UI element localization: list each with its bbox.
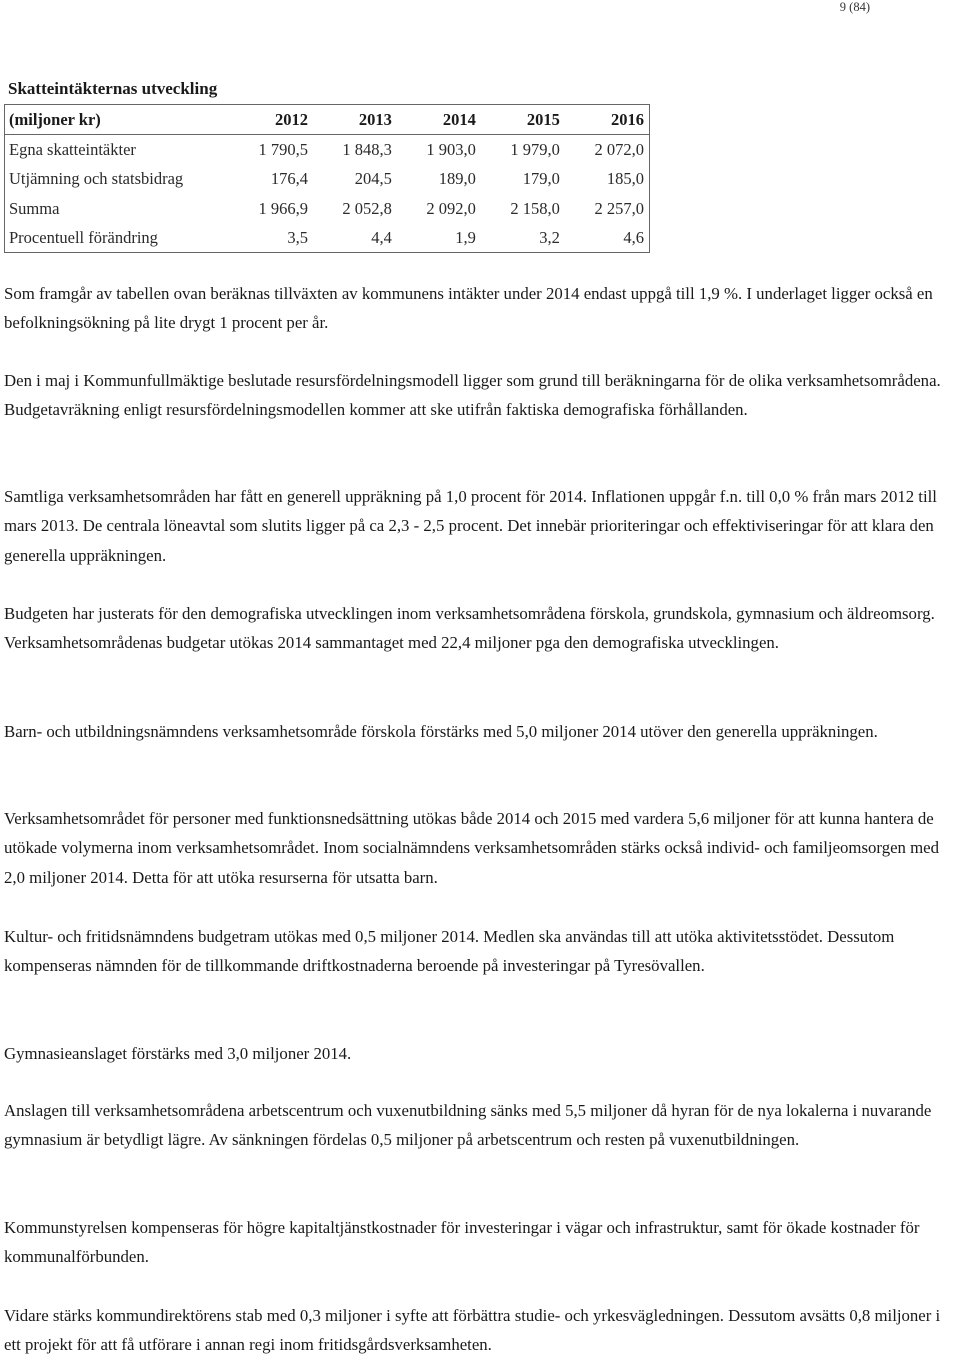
table-cell: 4,4	[371, 227, 392, 247]
table-cell: 1 848,3	[342, 139, 392, 159]
table-cell: 3,2	[539, 227, 560, 247]
row-label: Utjämning och statsbidrag	[9, 169, 184, 189]
year-header: 2015	[481, 105, 565, 135]
paragraph-general-uplift: Samtliga verksamhetsområden har fått en generell uppräkning på 1,0 procent för 2014. Inflationen uppgår f.n. till 0,0 % från mars 2012 till mars 2013. De centrala löneavtal som slutits ligger på ca 2,3 - 2,5 procent. Det innebär prioriteringar och effektiviseringar för att klara den generella uppräkningen.	[4, 487, 937, 565]
paragraph-director-staff: Vidare stärks kommundirektörens stab med 0,3 miljoner i syfte att förbättra studie- och yrkesvägledningen. Dessutom avsätts 0,8 miljoner i ett projekt för att få utförare i annan regi inom fritidsgårdsverksamheten.	[4, 1306, 941, 1355]
table-cell: 189,0	[438, 169, 476, 189]
paragraph-upper-secondary: Gymnasieanslaget förstärks med 3,0 miljoner 2014.	[4, 1044, 352, 1063]
paragraph-work-centre-adult-ed: Anslagen till verksamhetsområdena arbetscentrum och vuxenutbildning sänks med 5,5 miljoner då hyran för de nya lokalerna i nuvarande gymnasium är betydligt lägre. Av sänkningen fördelas 0,5 miljoner på arbetscentrum och resten på vuxenutbildningen.	[4, 1101, 932, 1150]
paragraph-municipal-board: Kommunstyrelsen kompenseras för högre kapitaltjänstkostnader för investeringar i vägar och infrastruktur, samt för ökade kostnader för kommunalförbunden.	[4, 1218, 920, 1267]
table-cell: 176,4	[270, 169, 308, 189]
year-header: 2014	[397, 105, 481, 135]
tax-revenue-table	[4, 104, 650, 253]
paragraph-disability-services: Verksamhetsområdet för personer med funktionsnedsättning utökas både 2014 och 2015 med vardera 5,6 miljoner för att kunna hantera de utökade volymerna inom verksamhetsområdet. Inom socialnämndens verksamhetsområden stärks också individ- och familjeomsorgen med 2,0 miljoner 2014. Detta för att utöka resurserna för utsatta barn.	[4, 809, 940, 887]
table-cell: 1 979,0	[510, 139, 560, 159]
table-row	[5, 194, 650, 223]
paragraph-culture-leisure: Kultur- och fritidsnämndens budgetram utökas med 0,5 miljoner 2014. Medlen ska användas till att utöka aktivitetsstödet. Dessutom kompenseras nämnden för de tillkommande driftkostnaderna beroende på investeringar på Tyresövallen.	[4, 927, 895, 976]
table-header-row	[5, 105, 650, 135]
page-number: 9 (84)	[839, 0, 870, 14]
year-header: 2012	[229, 105, 313, 135]
table-title: Skatteintäkternas utveckling	[8, 79, 218, 98]
table-cell: 179,0	[522, 169, 560, 189]
row-label: Summa	[9, 198, 60, 218]
year-header: 2016	[565, 105, 650, 135]
table-cell: 1 966,9	[258, 198, 308, 218]
paragraph-revenue-growth: Som framgår av tabellen ovan beräknas tillväxten av kommunens intäkter under 2014 endast uppgå till 1,9 %. I underlaget ligger också en befolkningsökning på lite drygt 1 procent per år.	[4, 284, 933, 333]
paragraph-allocation-model: Den i maj i Kommunfullmäktige beslutade resursfördelningsmodell ligger som grund till beräkningarna för de olika verksamhetsområdena. Budgetavräkning enligt resursfördelningsmodellen kommer att ske utifrån faktiska demografiska förhållanden.	[4, 371, 941, 420]
table-row	[5, 135, 650, 165]
table-cell: 3,5	[287, 227, 308, 247]
table-cell: 2 257,0	[594, 198, 644, 218]
table-cell: 2 072,0	[594, 139, 644, 159]
table-cell: 1 790,5	[258, 139, 308, 159]
row-label: Egna skatteintäkter	[9, 139, 136, 159]
paragraph-preschool: Barn- och utbildningsnämndens verksamhetsområde förskola förstärks med 5,0 miljoner 2014 utöver den generella uppräkningen.	[4, 722, 878, 741]
row-label: Procentuell förändring	[9, 227, 158, 247]
table-cell: 1 903,0	[426, 139, 476, 159]
table-cell: 204,5	[354, 169, 392, 189]
table-cell: 2 092,0	[426, 198, 476, 218]
table-cell: 2 158,0	[510, 198, 560, 218]
paragraph-demographic-adjustment: Budgeten har justerats för den demografiska utvecklingen inom verksamhetsområdena förskola, grundskola, gymnasium och äldreomsorg. Verksamhetsområdenas budgetar utökas 2014 sammantaget med 22,4 miljoner pga den demografiska utvecklingen.	[4, 604, 935, 653]
table-cell: 4,6	[623, 227, 644, 247]
table-cell: 185,0	[606, 169, 644, 189]
table-header-label: (miljoner kr)	[5, 105, 230, 135]
table-cell: 2 052,8	[342, 198, 392, 218]
table-cell: 1,9	[455, 227, 476, 247]
table-row	[5, 165, 650, 194]
year-header: 2013	[313, 105, 397, 135]
table-row	[5, 223, 650, 253]
